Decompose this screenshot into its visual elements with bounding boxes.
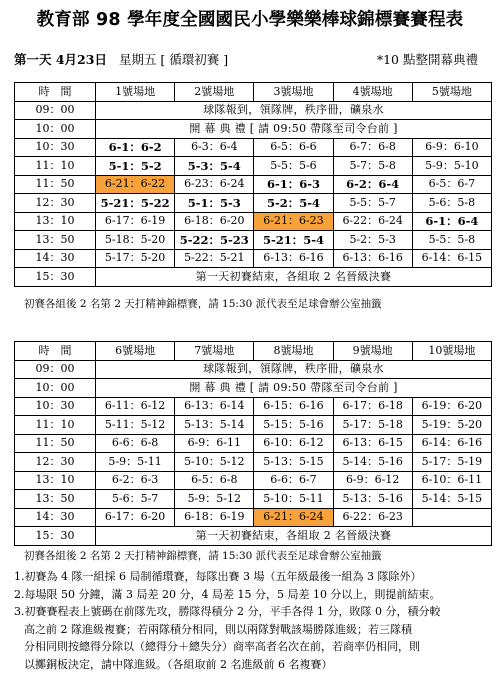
- time-cell: 09：00: [15, 360, 96, 379]
- match-cell: 6-1：6-4: [412, 212, 491, 231]
- match-cell: 6-17：6-18: [333, 397, 412, 416]
- rule-line: 以擲銅板決定，請中隊進級。（各組取前 2 名進級前 6 名複賽）: [24, 657, 333, 671]
- time-cell: 11：10: [15, 416, 96, 435]
- rules-section: [14, 568, 494, 674]
- match-cell: 5-22：5-21: [175, 249, 254, 268]
- match-cell: 6-10：6-12: [254, 434, 333, 453]
- match-cell: 6-2：6-3: [96, 471, 175, 490]
- match-cell: 5-5：5-7: [333, 194, 412, 213]
- match-cell: 5-10：5-12: [175, 453, 254, 472]
- table-row: [15, 508, 492, 527]
- match-cell: 5-5：5-8: [412, 231, 491, 250]
- table-row: [15, 268, 492, 287]
- match-cell: 5-11：5-12: [96, 416, 175, 435]
- header-field: 5號場地: [412, 83, 491, 102]
- match-cell: 6-14：6-15: [412, 249, 491, 268]
- header-field: 7號場地: [175, 342, 254, 361]
- match-cell: 6-5：6-8: [175, 471, 254, 490]
- page-title: 教育部 98 學年度全國國民小學樂樂棒球錦標賽賽程表: [36, 10, 464, 30]
- time-cell: 15：30: [15, 527, 96, 546]
- match-cell: 6-23：6-24: [175, 175, 254, 194]
- table-row: [15, 453, 492, 472]
- table-row: [15, 471, 492, 490]
- match-cell: 6-5：6-7: [412, 175, 491, 194]
- time-cell: 13：10: [15, 471, 96, 490]
- match-cell: 6-17：6-20: [96, 508, 175, 527]
- match-cell: 5-9：5-12: [175, 490, 254, 509]
- time-cell: 10：30: [15, 138, 96, 157]
- rule-line: 高之前 2 隊進級複賽；若兩隊積分相同，則以兩隊對戰該場勝隊進級；若三隊積: [24, 622, 412, 636]
- match-cell-highlighted: 6-21：6-23: [254, 212, 333, 231]
- table1-footnote: 初賽各組後 2 名第 2 天打精神錦標賽，請 15:30 派代表至足球會辦公室抽籤: [24, 298, 382, 310]
- event-cell: 開 幕 典 禮 [ 請 09:50 帶隊至司令台前 ]: [96, 120, 492, 139]
- match-cell: 6-18：6-19: [175, 508, 254, 527]
- match-cell: 5-2：5-4: [254, 194, 333, 213]
- match-cell: 5-13：5-15: [254, 453, 333, 472]
- match-cell: 6-9：6-11: [175, 434, 254, 453]
- schedule-table-2: [14, 341, 492, 546]
- table-row: [15, 434, 492, 453]
- opening-note: *10 點整開幕典禮: [376, 52, 478, 67]
- match-cell: 5-21：5-4: [254, 231, 333, 250]
- match-cell: 6-19：6-20: [412, 397, 491, 416]
- match-cell: 5-13：5-16: [333, 490, 412, 509]
- time-cell: 12：30: [15, 194, 96, 213]
- rule-line: 3.初賽賽程表上號碼在前隊先攻，勝隊得積分 2 分，平手各得 1 分，敗隊 0 分，積分較: [14, 605, 441, 619]
- event-cell: 第一天初賽結束，各組取 2 名晉級決賽: [96, 527, 492, 546]
- match-cell: 5-17：5-18: [333, 416, 412, 435]
- event-cell: 第一天初賽結束，各組取 2 名晉級決賽: [96, 268, 492, 287]
- match-cell: 6-17：6-19: [96, 212, 175, 231]
- table-row: [15, 416, 492, 435]
- match-cell: 5-17：5-19: [412, 453, 491, 472]
- match-cell-highlighted: 6-21：6-22: [96, 175, 175, 194]
- table-row: [15, 212, 492, 231]
- time-cell: 14：30: [15, 508, 96, 527]
- header-field: 8號場地: [254, 342, 333, 361]
- time-cell: 13：10: [15, 212, 96, 231]
- match-cell: 5-1：5-2: [96, 157, 175, 176]
- table-row: [15, 138, 492, 157]
- time-cell: 10：00: [15, 379, 96, 398]
- table2-footnote: 初賽各組後 2 名第 2 天打精神錦標賽，請 15:30 派代表至足球會辦公室抽籤: [24, 550, 382, 562]
- table-row: [15, 397, 492, 416]
- table-row: [15, 490, 492, 509]
- day-line: [14, 50, 494, 68]
- day-weekday: 星期五 [ 循環初賽 ]: [118, 52, 229, 67]
- match-cell: 6-11：6-12: [96, 397, 175, 416]
- header-field: 4號場地: [333, 83, 412, 102]
- rule-line: 分相同則按總得分除以（總得分＋總失分）商率高者名次在前，若商率仍相同，則: [24, 640, 420, 654]
- match-cell: 6-13：6-14: [175, 397, 254, 416]
- time-cell: 14：30: [15, 249, 96, 268]
- time-cell: 11：50: [15, 434, 96, 453]
- match-cell: 6-9：6-12: [333, 471, 412, 490]
- match-cell: 6-9：6-10: [412, 138, 491, 157]
- time-cell: 15：30: [15, 268, 96, 287]
- match-cell: 5-7：5-8: [333, 157, 412, 176]
- time-cell: 11：10: [15, 157, 96, 176]
- match-cell: 6-22：6-23: [333, 508, 412, 527]
- match-cell: 5-14：5-16: [333, 453, 412, 472]
- match-cell: 5-19：5-20: [412, 416, 491, 435]
- match-cell: 6-2：6-4: [333, 175, 412, 194]
- time-cell: 12：30: [15, 453, 96, 472]
- day-label: 第一天 4月23日: [14, 52, 107, 67]
- table-row: [15, 360, 492, 379]
- table-header-row: [15, 83, 492, 102]
- rule-line: 2.每場限 50 分鐘，滿 3 局差 20 分，4 局差 15 分，5 局差 10 分以上，則提前結束。: [14, 587, 441, 601]
- header-field: 9號場地: [333, 342, 412, 361]
- match-cell: 6-6：6-7: [254, 471, 333, 490]
- time-cell: 11：50: [15, 175, 96, 194]
- time-cell: 09：00: [15, 101, 96, 120]
- match-cell: 5-6：5-8: [412, 194, 491, 213]
- match-cell: 5-18：5-20: [96, 231, 175, 250]
- match-cell: 6-10：6-11: [412, 471, 491, 490]
- match-cell: 5-10：5-11: [254, 490, 333, 509]
- time-cell: 13：50: [15, 231, 96, 250]
- header-field: 3號場地: [254, 83, 333, 102]
- match-cell: 6-1：6-3: [254, 175, 333, 194]
- header-field: 6號場地: [96, 342, 175, 361]
- match-cell: 5-1：5-3: [175, 194, 254, 213]
- table-row: [15, 249, 492, 268]
- match-cell: 6-18：6-20: [175, 212, 254, 231]
- match-cell: 5-9：5-10: [412, 157, 491, 176]
- match-cell: 6-13：6-16: [333, 249, 412, 268]
- schedule-table-1: [14, 82, 492, 287]
- match-cell: 5-15：5-16: [254, 416, 333, 435]
- match-cell: [412, 508, 491, 527]
- match-cell: 6-5：6-6: [254, 138, 333, 157]
- match-cell: 6-3：6-4: [175, 138, 254, 157]
- match-cell: 5-17：5-20: [96, 249, 175, 268]
- table-row: [15, 101, 492, 120]
- table-row: [15, 157, 492, 176]
- match-cell-highlighted: 6-21：6-24: [254, 508, 333, 527]
- header-field: 1號場地: [96, 83, 175, 102]
- header-time: 時 間: [15, 342, 96, 361]
- match-cell: 6-14：6-16: [412, 434, 491, 453]
- match-cell: 6-1：6-2: [96, 138, 175, 157]
- event-cell: 球隊報到，領隊牌，秩序冊，礦泉水: [96, 360, 492, 379]
- match-cell: 5-13：5-14: [175, 416, 254, 435]
- table-row: [15, 175, 492, 194]
- match-cell: 5-6：5-7: [96, 490, 175, 509]
- match-cell: 5-5：5-6: [254, 157, 333, 176]
- time-cell: 10：00: [15, 120, 96, 139]
- match-cell: 5-9：5-11: [96, 453, 175, 472]
- match-cell: 6-15：6-16: [254, 397, 333, 416]
- event-cell: 開 幕 典 禮 [ 請 09:50 帶隊至司令台前 ]: [96, 379, 492, 398]
- match-cell: 6-7：6-8: [333, 138, 412, 157]
- table-header-row: [15, 342, 492, 361]
- match-cell: 6-13：6-15: [333, 434, 412, 453]
- match-cell: 6-22：6-24: [333, 212, 412, 231]
- match-cell: 5-2：5-3: [333, 231, 412, 250]
- header-time: 時 間: [15, 83, 96, 102]
- table-row: [15, 379, 492, 398]
- match-cell: 6-6：6-8: [96, 434, 175, 453]
- header-field: 10號場地: [412, 342, 491, 361]
- table-row: [15, 231, 492, 250]
- time-cell: 13：50: [15, 490, 96, 509]
- table-row: [15, 527, 492, 546]
- table-row: [15, 120, 492, 139]
- match-cell: 5-22：5-23: [175, 231, 254, 250]
- table-row: [15, 194, 492, 213]
- match-cell: 6-13：6-16: [254, 249, 333, 268]
- match-cell: 5-21：5-22: [96, 194, 175, 213]
- event-cell: 球隊報到，領隊牌，秩序冊，礦泉水: [96, 101, 492, 120]
- match-cell: 5-14：5-15: [412, 490, 491, 509]
- match-cell: 5-3：5-4: [175, 157, 254, 176]
- header-field: 2號場地: [175, 83, 254, 102]
- rule-line: 1.初賽為 4 隊一組採 6 局制循環賽，每隊出賽 3 場（五年級最後一組為 3 隊除外）: [14, 570, 422, 583]
- time-cell: 10：30: [15, 397, 96, 416]
